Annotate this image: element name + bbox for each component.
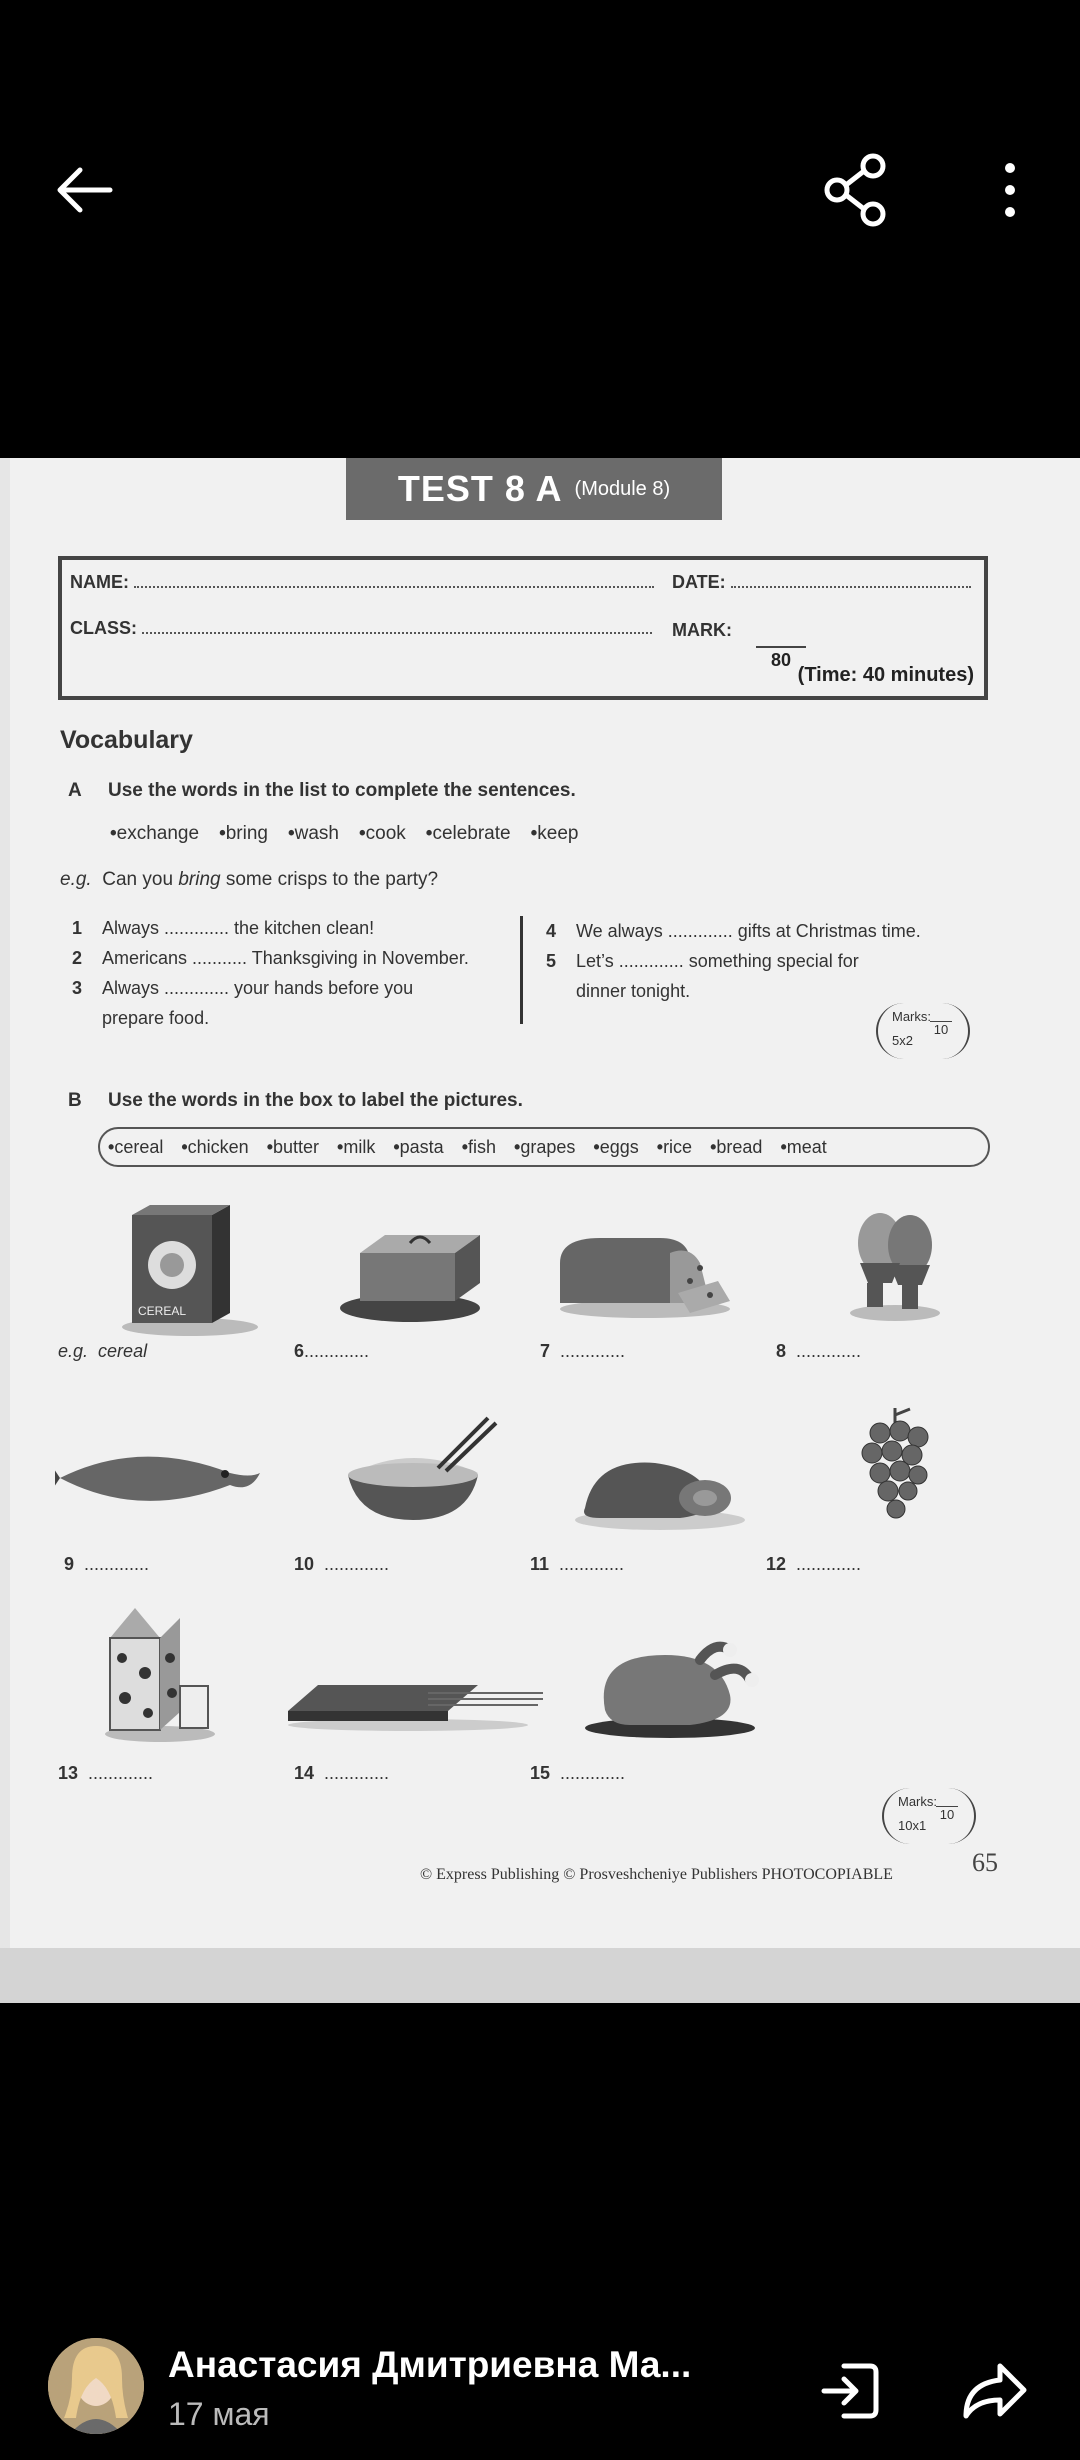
post-footer [0, 2330, 1080, 2460]
sentence-2: 2 Americans ........... Thanksgiving in November. [72, 948, 469, 968]
word-item: • cook [359, 823, 406, 845]
share-button[interactable] [815, 148, 899, 232]
sentence-1: 1 Always ............. the kitchen clean! [72, 918, 375, 938]
sentence-3-cont: prepare food. [102, 1008, 210, 1028]
post-date: 17 мая [168, 2396, 270, 2432]
label-eg: e.g. cereal [58, 1341, 148, 1361]
label-13: 13 ............. [58, 1763, 154, 1783]
section-vocabulary: Vocabulary [60, 726, 193, 754]
word-item: • pasta [393, 1137, 443, 1158]
pasta-picture [278, 1673, 548, 1733]
name-dots [134, 586, 654, 588]
date-dots [731, 586, 971, 588]
avatar-image [48, 2338, 144, 2434]
word-item: • keep [531, 823, 579, 845]
task-a-letter: A [68, 780, 82, 801]
worksheet-photo[interactable] [0, 458, 1080, 2003]
test-title [346, 458, 722, 520]
word-item: • wash [288, 823, 339, 845]
word-item: • butter [267, 1137, 319, 1158]
task-a-right-column [546, 916, 986, 1006]
time-limit: (Time: 40 minutes) [797, 664, 974, 686]
word-item: • bread [710, 1137, 762, 1158]
author-name[interactable]: Анастасия Дмитриевна Ма... [168, 2344, 692, 2385]
forward-button[interactable] [960, 2360, 1030, 2427]
avatar[interactable] [48, 2338, 144, 2434]
mark-label: MARK: [672, 620, 732, 640]
task-b-letter: B [68, 1090, 82, 1111]
page-bottom-edge [0, 1948, 1080, 2003]
column-divider [520, 916, 523, 1024]
word-item: • eggs [593, 1137, 638, 1158]
word-item: • meat [780, 1137, 826, 1158]
task-a-marks: Marks: 10 5x2 [876, 1003, 970, 1059]
word-item: • grapes [514, 1137, 575, 1158]
more-options-button[interactable] [980, 150, 1040, 230]
word-item: • exchange [110, 823, 199, 845]
milk-picture [100, 1608, 220, 1743]
sentence-3: 3 Always ............. your hands before you [72, 978, 414, 998]
task-b-word-box [98, 1127, 990, 1167]
task-a-left-column [72, 913, 522, 1033]
butter-picture [330, 1213, 490, 1328]
date-label: DATE: [672, 572, 726, 592]
task-a-word-list [110, 823, 578, 845]
label-15: 15 ............. [530, 1763, 626, 1783]
cereal-box-text: CEREAL [138, 1304, 187, 1318]
login-arrow-icon [818, 2358, 884, 2424]
word-item: • milk [337, 1137, 375, 1158]
sentence-4: 4 We always ............. gifts at Christmas time. [546, 921, 921, 941]
eggs-picture [845, 1203, 945, 1323]
student-info-box [58, 556, 988, 700]
word-item: • bring [219, 823, 268, 845]
label-12: 12 ............. [766, 1554, 862, 1574]
meat-picture [570, 1448, 750, 1538]
word-item: • chicken [181, 1137, 248, 1158]
chicken-picture [580, 1640, 760, 1740]
label-10: 10 ............. [294, 1554, 390, 1574]
task-a-instruction: A Use the words in the list to complete the sentences. [68, 780, 576, 801]
forward-arrow-icon [960, 2360, 1030, 2422]
login-button[interactable] [818, 2358, 884, 2429]
worksheet-page [10, 458, 1080, 1948]
copyright-notice: © Express Publishing © Prosveshcheniye Publishers PHOTOCOPIABLE [420, 1866, 893, 1883]
page-number: 65 [972, 1848, 998, 1877]
vertical-dots-icon [1000, 160, 1020, 220]
word-item: • rice [657, 1137, 692, 1158]
arrow-left-icon [54, 165, 114, 215]
word-item: • fish [462, 1137, 496, 1158]
task-b-instruction: B Use the words in the box to label the pictures. [68, 1090, 523, 1111]
sentence-5-cont: dinner tonight. [576, 981, 691, 1001]
task-b-marks: Marks: 10 10x1 [882, 1788, 976, 1844]
rice-picture [328, 1413, 498, 1533]
label-8: 8 ............. [776, 1341, 862, 1361]
label-6: 6............. [294, 1341, 370, 1361]
name-label: NAME: [70, 572, 129, 592]
bread-picture [550, 1223, 740, 1323]
word-item: • celebrate [426, 823, 511, 845]
task-a-example: e.g. Can you bring some crisps to the party? [60, 869, 439, 890]
mark-total: 80 [756, 646, 806, 671]
back-button[interactable] [44, 150, 124, 230]
sentence-5: 5 Let’s ............. something special for [546, 951, 859, 971]
class-label: CLASS: [70, 618, 137, 638]
test-title-text: TEST 8 A [397, 468, 563, 509]
share-nodes-icon [821, 152, 893, 228]
word-item: • cereal [108, 1137, 163, 1158]
test-module: (Module 8) [574, 477, 671, 500]
class-dots [142, 632, 652, 634]
label-14: 14 ............. [294, 1763, 390, 1783]
label-9: 9 ............. [64, 1554, 150, 1574]
fish-picture [55, 1438, 265, 1518]
grapes-picture [850, 1403, 940, 1533]
cereal-box-picture [110, 1203, 260, 1338]
top-bar [0, 0, 1080, 400]
label-11: 11 ............. [530, 1554, 625, 1574]
label-7: 7 ............. [540, 1341, 626, 1361]
